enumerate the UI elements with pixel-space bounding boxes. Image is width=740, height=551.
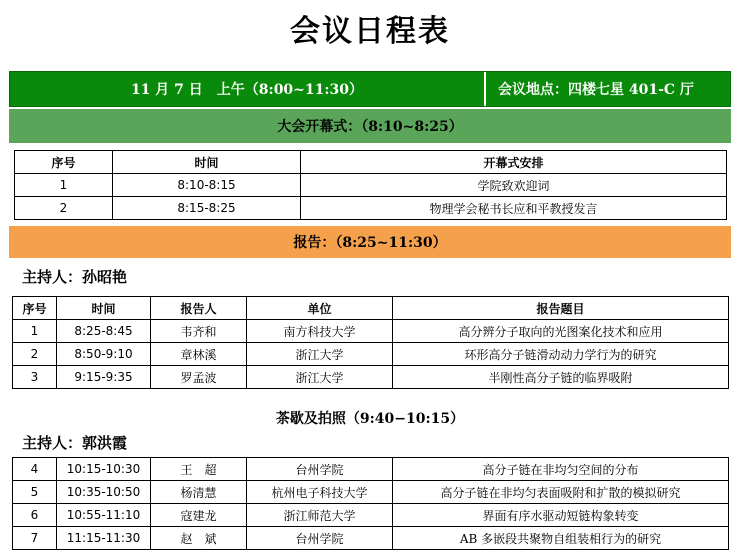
cell-affiliation: 台州学院 <box>247 458 393 481</box>
cell-time: 8:10-8:15 <box>113 174 301 197</box>
report-table-1 <box>12 296 729 389</box>
table-header-row <box>15 151 727 174</box>
cell-index: 3 <box>13 366 57 389</box>
opening-table <box>14 150 727 220</box>
cell-speaker: 杨清慧 <box>151 481 247 504</box>
page-title: 会议日程表 <box>290 14 450 49</box>
cell-index: 6 <box>13 504 57 527</box>
cell-affiliation: 浙江大学 <box>247 366 393 389</box>
cell-topic: 半刚性高分子链的临界吸附 <box>393 366 729 389</box>
table-header-row <box>13 297 729 320</box>
cell-time: 10:35-10:50 <box>57 481 151 504</box>
cell-agenda: 学院致欢迎词 <box>301 174 727 197</box>
cell-index: 1 <box>13 320 57 343</box>
table-row <box>15 197 727 220</box>
col-header: 序号 <box>13 297 57 320</box>
session-location: 会议地点：四楼七星 401-C 厅 <box>498 82 694 98</box>
col-header: 时间 <box>57 297 151 320</box>
col-header: 开幕式安排 <box>301 151 727 174</box>
cell-affiliation: 浙江师范大学 <box>247 504 393 527</box>
session-bar <box>9 71 731 107</box>
cell-index: 7 <box>13 527 57 550</box>
table-row <box>13 343 729 366</box>
cell-topic: 高分子链在非均匀空间的分布 <box>393 458 729 481</box>
cell-time: 10:55-11:10 <box>57 504 151 527</box>
cell-time: 11:15-11:30 <box>57 527 151 550</box>
table-row <box>13 527 729 550</box>
cell-affiliation: 南方科技大学 <box>247 320 393 343</box>
cell-index: 1 <box>15 174 113 197</box>
table-row <box>13 481 729 504</box>
cell-agenda: 物理学会秘书长应和平教授发言 <box>301 197 727 220</box>
host-2: 主持人：郭洪霞 <box>22 434 128 452</box>
cell-index: 5 <box>13 481 57 504</box>
table-row <box>13 320 729 343</box>
cell-index: 2 <box>15 197 113 220</box>
session-date: 11 月 7 日 上午（8:00~11:30） <box>10 72 486 106</box>
opening-heading: 大会开幕式：（8:10~8:25） <box>9 109 731 143</box>
cell-speaker: 寇建龙 <box>151 504 247 527</box>
col-header: 报告题目 <box>393 297 729 320</box>
table-row <box>13 504 729 527</box>
host-1: 主持人：孙昭艳 <box>22 268 128 286</box>
cell-topic: 高分子链在非均匀表面吸附和扩散的模拟研究 <box>393 481 729 504</box>
cell-affiliation: 浙江大学 <box>247 343 393 366</box>
col-header: 时间 <box>113 151 301 174</box>
cell-speaker: 王 超 <box>151 458 247 481</box>
cell-topic: 界面有序水驱动短链构象转变 <box>393 504 729 527</box>
cell-speaker: 赵 斌 <box>151 527 247 550</box>
cell-time: 9:15-9:35 <box>57 366 151 389</box>
table-row <box>15 174 727 197</box>
cell-time: 10:15-10:30 <box>57 458 151 481</box>
cell-time: 8:25-8:45 <box>57 320 151 343</box>
table-row <box>13 366 729 389</box>
cell-speaker: 章林溪 <box>151 343 247 366</box>
cell-topic: AB 多嵌段共聚物自组装相行为的研究 <box>393 527 729 550</box>
cell-time: 8:50-9:10 <box>57 343 151 366</box>
cell-speaker: 罗孟波 <box>151 366 247 389</box>
cell-time: 8:15-8:25 <box>113 197 301 220</box>
cell-affiliation: 台州学院 <box>247 527 393 550</box>
col-header: 报告人 <box>151 297 247 320</box>
report-table-2 <box>12 457 729 550</box>
cell-index: 4 <box>13 458 57 481</box>
col-header: 单位 <box>247 297 393 320</box>
cell-index: 2 <box>13 343 57 366</box>
cell-affiliation: 杭州电子科技大学 <box>247 481 393 504</box>
report-heading: 报告：（8:25~11:30） <box>9 226 731 258</box>
col-header: 序号 <box>15 151 113 174</box>
table-row <box>13 458 729 481</box>
cell-topic: 环形高分子链滑动动力学行为的研究 <box>393 343 729 366</box>
break-heading: 茶歇及拍照（9:40−10:15） <box>275 411 465 427</box>
cell-topic: 高分辨分子取向的光图案化技术和应用 <box>393 320 729 343</box>
cell-speaker: 韦齐和 <box>151 320 247 343</box>
